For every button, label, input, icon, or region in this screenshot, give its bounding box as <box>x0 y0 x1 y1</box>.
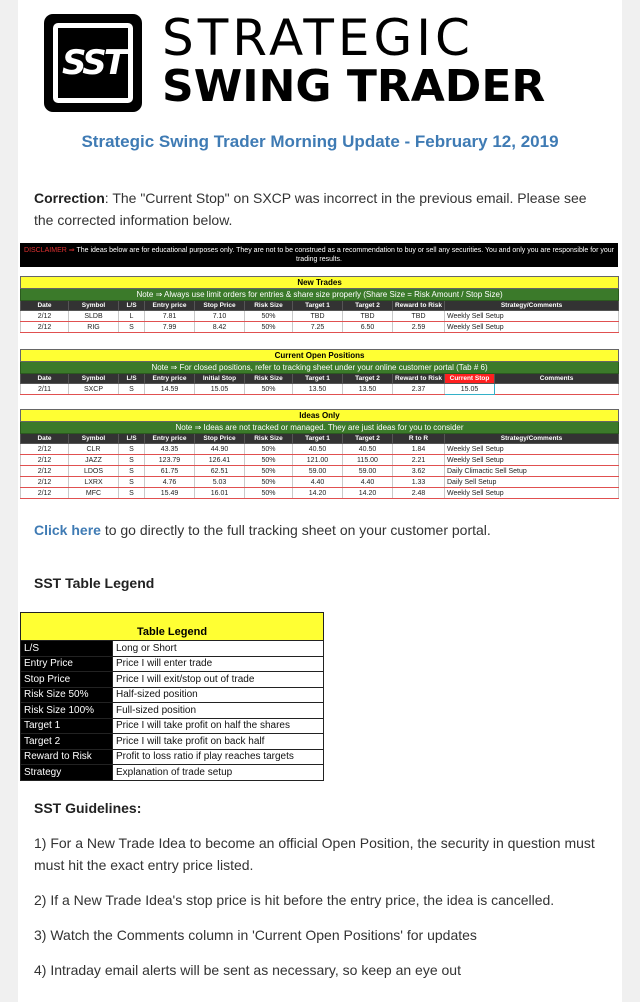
table-cell: 15.05 <box>445 384 495 395</box>
table-cell: S <box>119 384 145 395</box>
table-row <box>21 311 619 322</box>
column-header: Entry price <box>145 374 195 384</box>
legend-definition: Price I will exit/stop out of trade <box>113 672 324 688</box>
disclaimer-text: The ideas below are for educational purposes only. They are not to be construed as a recommendation to buy or sell any securities. You and only you are responsible for your trading results. <box>76 247 614 263</box>
table-cell: 13.50 <box>293 384 343 395</box>
table-cell: Weekly Sell Setup <box>445 311 619 322</box>
legend-row <box>21 703 324 719</box>
table-cell: 7.81 <box>145 311 195 322</box>
table-cell: Weekly Sell Setup <box>445 322 619 333</box>
guideline-4: 4) Intraday email alerts will be sent as necessary, so keep an eye out <box>34 962 461 978</box>
table-row <box>21 455 619 466</box>
guidelines-heading: SST Guidelines: <box>34 800 142 816</box>
table-cell: 40.50 <box>293 444 343 455</box>
legend-definition: Explanation of trade setup <box>113 765 324 781</box>
sst-logo-mark <box>44 14 142 112</box>
table-cell: 59.00 <box>343 466 393 477</box>
email-body <box>18 0 622 1002</box>
table-cell: 50% <box>245 322 293 333</box>
legend-term: Strategy <box>21 765 113 781</box>
table-cell: TBD <box>343 311 393 322</box>
column-header: Symbol <box>69 374 119 384</box>
correction-label: Correction <box>34 190 105 206</box>
table-row <box>21 488 619 499</box>
table-cell: 2.48 <box>393 488 445 499</box>
table-cell: TBD <box>393 311 445 322</box>
table-cell: 123.79 <box>145 455 195 466</box>
table-cell: 1.33 <box>393 477 445 488</box>
disclaimer-banner <box>20 243 618 267</box>
disclaimer-label: DISCLAIMER <box>24 247 67 254</box>
legend-row <box>21 749 324 765</box>
legend-row <box>21 656 324 672</box>
table-header-row <box>21 301 619 311</box>
ideas-only-note: Note ⇒ Ideas are not tracked or managed. They are just ideas for you to consider <box>21 422 619 434</box>
table-cell: 59.00 <box>293 466 343 477</box>
table-cell: JAZZ <box>69 455 119 466</box>
legend-row <box>21 687 324 703</box>
table-cell: 50% <box>245 455 293 466</box>
column-header: Target 1 <box>293 434 343 444</box>
column-header: L/S <box>119 374 145 384</box>
table-cell: CLR <box>69 444 119 455</box>
logo-wordmark-line2: SWING TRADER <box>162 61 546 112</box>
new-trades-note: Note ⇒ Always use limit orders for entries & share size properly (Share Size = Risk Amount / Stop Size) <box>21 289 619 301</box>
legend-definition: Long or Short <box>113 641 324 657</box>
correction-text: : The "Current Stop" on SXCP was incorrect in the previous email. Please see the corrected information below. <box>34 190 587 228</box>
open-positions-title: Current Open Positions <box>21 350 619 362</box>
legend-title: Table Legend <box>21 613 324 641</box>
table-cell: Daily Climactic Sell Setup <box>445 466 619 477</box>
click-here-link[interactable]: Click here <box>34 522 101 538</box>
table-cell: 4.40 <box>293 477 343 488</box>
column-header: Strategy/Comments <box>445 434 619 444</box>
column-header: Target 1 <box>293 301 343 311</box>
legend-term: Target 2 <box>21 734 113 750</box>
legend-term: Stop Price <box>21 672 113 688</box>
table-cell: 2/12 <box>21 466 69 477</box>
column-header: Target 2 <box>343 434 393 444</box>
table-cell: 2.37 <box>393 384 445 395</box>
column-header: Risk Size <box>245 301 293 311</box>
table-cell: 7.10 <box>195 311 245 322</box>
legend-heading: SST Table Legend <box>34 575 155 591</box>
table-legend <box>20 612 324 781</box>
table-cell: 50% <box>245 488 293 499</box>
ideas-only-table <box>20 409 619 499</box>
table-cell: 50% <box>245 477 293 488</box>
column-header: Stop Price <box>195 301 245 311</box>
table-cell: 126.41 <box>195 455 245 466</box>
table-cell: 2/12 <box>21 455 69 466</box>
table-cell: 7.25 <box>293 322 343 333</box>
ideas-only-title: Ideas Only <box>21 410 619 422</box>
table-header-row <box>21 434 619 444</box>
table-cell: 43.35 <box>145 444 195 455</box>
legend-row <box>21 734 324 750</box>
correction-notice <box>34 187 604 231</box>
table-cell: 44.90 <box>195 444 245 455</box>
column-header: Strategy/Comments <box>445 301 619 311</box>
column-header: Entry price <box>145 301 195 311</box>
table-cell: 62.51 <box>195 466 245 477</box>
column-header: R to R <box>393 434 445 444</box>
column-header: Current Stop <box>445 374 495 384</box>
table-cell: L <box>119 311 145 322</box>
column-header: Stop Price <box>195 434 245 444</box>
table-cell: S <box>119 455 145 466</box>
table-cell: 1.84 <box>393 444 445 455</box>
table-cell: 3.62 <box>393 466 445 477</box>
legend-row <box>21 765 324 781</box>
column-header: Symbol <box>69 301 119 311</box>
table-cell: RIG <box>69 322 119 333</box>
column-header: Initial Stop <box>195 374 245 384</box>
legend-row <box>21 718 324 734</box>
column-header: Comments <box>495 374 619 384</box>
table-cell: Daily Sell Setup <box>445 477 619 488</box>
column-header: Symbol <box>69 434 119 444</box>
legend-term: L/S <box>21 641 113 657</box>
table-cell: S <box>119 477 145 488</box>
column-header: Date <box>21 301 69 311</box>
table-header-row <box>21 374 619 384</box>
guideline-3: 3) Watch the Comments column in 'Current Open Positions' for updates <box>34 927 477 943</box>
table-cell: 2/11 <box>21 384 69 395</box>
table-cell: 2/12 <box>21 311 69 322</box>
column-header: L/S <box>119 301 145 311</box>
legend-term: Target 1 <box>21 718 113 734</box>
table-cell: 2.59 <box>393 322 445 333</box>
table-cell: S <box>119 444 145 455</box>
portal-link-text: to go directly to the full tracking sheet on your customer portal. <box>100 522 491 538</box>
legend-definition: Price I will take profit on back half <box>113 734 324 750</box>
table-cell: 16.01 <box>195 488 245 499</box>
column-header: Reward to Risk <box>393 374 445 384</box>
table-row <box>21 322 619 333</box>
guideline-2: 2) If a New Trade Idea's stop price is hit before the entry price, the idea is cancelled. <box>34 892 555 908</box>
sst-logo <box>44 9 604 114</box>
legend-row <box>21 641 324 657</box>
table-cell: LXRX <box>69 477 119 488</box>
table-cell: 8.42 <box>195 322 245 333</box>
portal-link-line <box>34 522 491 538</box>
table-cell: 2/12 <box>21 322 69 333</box>
table-row <box>21 466 619 477</box>
table-cell: 14.59 <box>145 384 195 395</box>
table-cell: Weekly Sell Setup <box>445 444 619 455</box>
open-positions-note: Note ⇒ For closed positions, refer to tracking sheet under your online customer portal (Tab # 6) <box>21 362 619 374</box>
table-cell: 61.75 <box>145 466 195 477</box>
table-row <box>21 444 619 455</box>
legend-definition: Full-sized position <box>113 703 324 719</box>
table-cell: LDOS <box>69 466 119 477</box>
column-header: Date <box>21 374 69 384</box>
open-positions-table <box>20 349 619 395</box>
logo-mark-letters: SST <box>62 43 124 83</box>
table-cell: 50% <box>245 466 293 477</box>
table-cell: 6.50 <box>343 322 393 333</box>
table-cell: 115.00 <box>343 455 393 466</box>
legend-term: Entry Price <box>21 656 113 672</box>
table-cell: TBD <box>293 311 343 322</box>
new-trades-title: New Trades <box>21 277 619 289</box>
table-cell: Weekly Sell Setup <box>445 455 619 466</box>
table-cell: 50% <box>245 444 293 455</box>
legend-term: Risk Size 100% <box>21 703 113 719</box>
table-row <box>21 384 619 395</box>
page-title: Strategic Swing Trader Morning Update - February 12, 2019 <box>81 132 559 151</box>
table-cell: Weekly Sell Setup <box>445 488 619 499</box>
new-trades-table <box>20 276 619 333</box>
table-cell: 2/12 <box>21 444 69 455</box>
table-cell: 15.05 <box>195 384 245 395</box>
table-cell: 2/12 <box>21 488 69 499</box>
table-cell: 50% <box>245 384 293 395</box>
column-header: Risk Size <box>245 374 293 384</box>
legend-term: Reward to Risk <box>21 749 113 765</box>
table-cell <box>495 384 619 395</box>
table-cell: 2/12 <box>21 477 69 488</box>
column-header: L/S <box>119 434 145 444</box>
legend-definition: Profit to loss ratio if play reaches targets <box>113 749 324 765</box>
table-cell: SXCP <box>69 384 119 395</box>
table-cell: 4.76 <box>145 477 195 488</box>
table-cell: 13.50 <box>343 384 393 395</box>
table-cell: 5.03 <box>195 477 245 488</box>
table-row <box>21 477 619 488</box>
disclaimer-arrow-icon: ⇒ <box>68 247 75 254</box>
table-cell: 7.99 <box>145 322 195 333</box>
column-header: Target 1 <box>293 374 343 384</box>
guideline-1: 1) For a New Trade Idea to become an official Open Position, the security in question must must hit the exact entry price listed. <box>34 835 595 873</box>
legend-definition: Price I will take profit on half the shares <box>113 718 324 734</box>
logo-wordmark-line1: STRATEGIC <box>162 9 474 67</box>
table-cell: SLDB <box>69 311 119 322</box>
table-cell: S <box>119 322 145 333</box>
column-header: Date <box>21 434 69 444</box>
table-cell: 2.21 <box>393 455 445 466</box>
table-cell: 14.20 <box>293 488 343 499</box>
column-header: Target 2 <box>343 374 393 384</box>
table-cell: 15.49 <box>145 488 195 499</box>
table-cell: MFC <box>69 488 119 499</box>
column-header: Risk Size <box>245 434 293 444</box>
table-cell: 14.20 <box>343 488 393 499</box>
table-cell: S <box>119 488 145 499</box>
table-cell: 4.40 <box>343 477 393 488</box>
table-cell: 40.50 <box>343 444 393 455</box>
column-header: Target 2 <box>343 301 393 311</box>
column-header: Entry price <box>145 434 195 444</box>
table-cell: 50% <box>245 311 293 322</box>
legend-definition: Price I will enter trade <box>113 656 324 672</box>
table-cell: S <box>119 466 145 477</box>
table-cell: 121.00 <box>293 455 343 466</box>
column-header: Reward to Risk <box>393 301 445 311</box>
legend-term: Risk Size 50% <box>21 687 113 703</box>
legend-definition: Half-sized position <box>113 687 324 703</box>
legend-row <box>21 672 324 688</box>
